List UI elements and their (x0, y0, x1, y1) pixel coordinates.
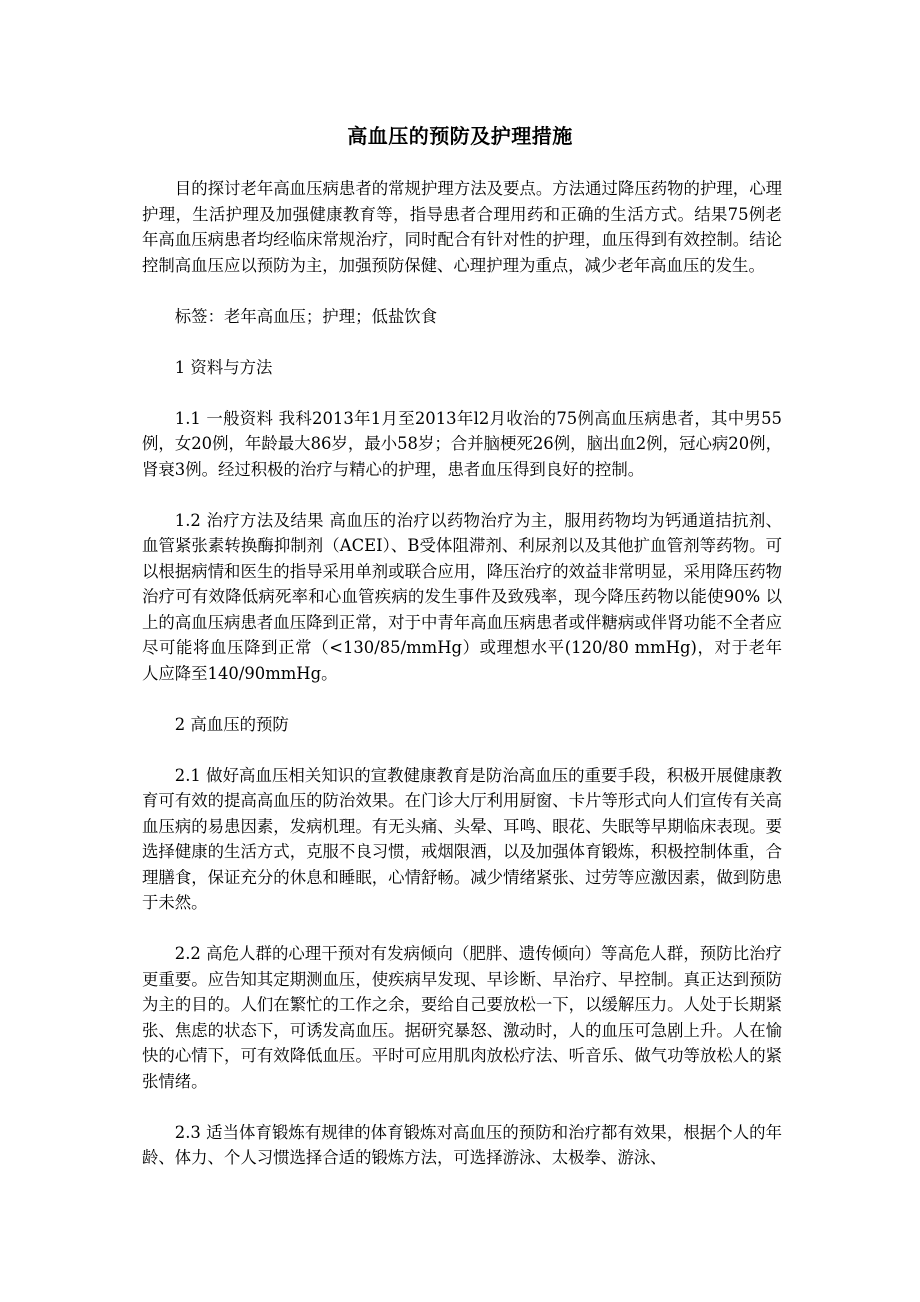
paragraph-2-3: 2.3 适当体育锻炼有规律的体育锻炼对高血压的预防和治疗都有效果，根据个人的年龄、体力、个人习惯选择合适的锻炼方法，可选择游泳、太极拳、游泳、 (142, 1122, 782, 1167)
abstract-paragraph: 目的探讨老年高血压病患者的常规护理方法及要点。方法通过降压药物的护理，心理护理，生活护理及加强健康教育等，指导患者合理用药和正确的生活方式。结果75例老年高血压病患者均经临床常规治疗，同时配合有针对性的护理，血压得到有效控制。结论控制高血压应以预防为主，加强预防保健、心理护理为重点，减少老年高血压的发生。 (142, 179, 782, 275)
paragraph-1-1: 1.1 一般资料 我科2013年1月至2013年l2月收治的75例高血压病患者，其中男55例，女20例，年龄最大86岁，最小58岁；合并脑梗死26例，脑出血2例，冠心病20例，肾衰3例。经过积极的治疗与精心的护理，患者血压得到良好的控制。 (142, 408, 782, 479)
paragraph-2-2: 2.2 高危人群的心理干预对有发病倾向（肥胖、遗传倾向）等高危人群，预防比治疗更重要。应告知其定期测血压，使疾病早发现、早诊断、早治疗、早控制。真正达到预防为主的目的。人们在繁忙的工作之余，要给自己要放松一下，以缓解压力。人处于长期紧张、焦虑的状态下，可诱发高血压。据研究暴怒、激动时，人的血压可急剧上升。人在愉快的心情下，可有效降低血压。平时可应用肌肉放松疗法、听音乐、做气功等放松人的紧张情绪。 (142, 944, 782, 1091)
keywords-line: 标签：老年高血压；护理；低盐饮食 (174, 306, 438, 326)
paragraph-2-1: 2.1 做好高血压相关知识的宣教健康教育是防治高血压的重要手段，积极开展健康教育可有效的提高高血压的防治效果。在门诊大厅利用厨窗、卡片等形式向人们宣传有关高血压病的易患因素，发病机理。有无头痛、头晕、耳鸣、眼花、失眠等早期临床表现。要选择健康的生活方式，克服不良习惯，戒烟限酒，以及加强体育锻炼，积极控制体重，合理膳食，保证充分的休息和睡眠，心情舒畅。减少情绪紧张、过劳等应激因素，做到防患于未然。 (142, 765, 782, 912)
document-body (142, 176, 782, 1171)
page-title: 高血压的预防及护理措施 (347, 124, 573, 148)
section-heading-1: 1 资料与方法 (174, 357, 273, 377)
paragraph-1-2: 1.2 治疗方法及结果 高血压的治疗以药物治疗为主，服用药物均为钙通道拮抗剂、血管紧张素转换酶抑制剂（ACEI）、B受体阻滞剂、利尿剂以及其他扩血管剂等药物。可以根据病情和医生的指导采用单剂或联合应用，降压治疗的效益非常明显，采用降压药物治疗可有效降低病死率和心血管疾病的发生事件及致残率，现今降压药物以能使90% 以上的高血压病患者血压降到正常，对于中青年高血压病患者或伴糖病或伴肾功能不全者应尽可能将血压降到正常（<130/85/mmHg）或理想水平(120/80 mmHg)，对于老年人应降至140/90mmHg。 (142, 510, 782, 683)
section-heading-2: 2 高血压的预防 (174, 714, 289, 734)
